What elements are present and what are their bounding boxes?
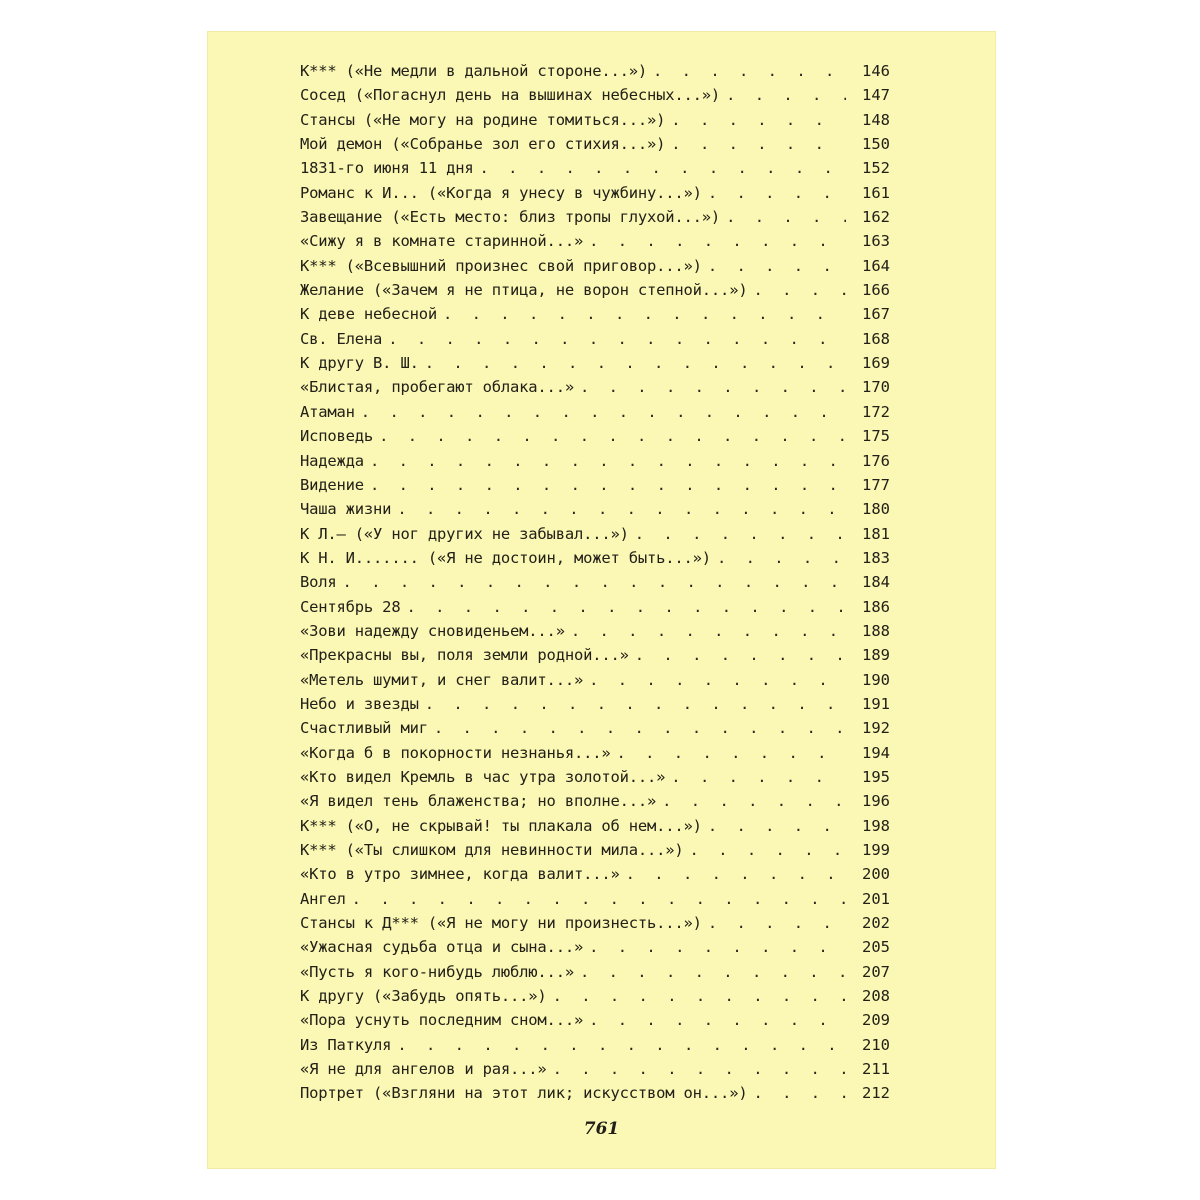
toc-entry-title: Портрет («Взгляни на этот лик; искусством он...») — [300, 1084, 748, 1103]
toc-entry-page: 168 — [862, 329, 890, 348]
toc-entry-title: Завещание («Есть место: близ тропы глухой...») — [300, 208, 721, 227]
toc-entry — [300, 984, 890, 1008]
table-of-contents — [300, 59, 890, 1106]
toc-entry — [300, 668, 890, 692]
toc-entry-page: 191 — [862, 694, 890, 713]
toc-entry-title: К*** («Не медли в дальной стороне...») — [300, 62, 648, 80]
dot-leader — [382, 327, 846, 351]
toc-entry-title: Видение — [300, 475, 364, 494]
toc-entry — [300, 692, 890, 716]
toc-entry-title: «Прекрасны вы, поля земли родной...» — [300, 646, 629, 665]
toc-entry-page: 164 — [862, 256, 890, 275]
toc-entry — [300, 497, 890, 521]
dot-leader — [474, 156, 846, 180]
toc-entry-page: 186 — [862, 597, 890, 616]
dot-leader — [437, 302, 846, 326]
toc-entry-title: Сосед («Погаснул день на вышинах небесных...») — [300, 86, 721, 105]
toc-entry-title: «Зови надежду сновиденьем...» — [300, 621, 565, 640]
toc-entry-title: Ангел — [300, 889, 346, 908]
dot-leader — [656, 789, 846, 813]
toc-entry-title: 1831-го июня 11 дня — [300, 159, 474, 178]
toc-entry-page: 163 — [862, 232, 890, 251]
toc-entry-title: Желание («Зачем я не птица, не ворон степной...») — [300, 281, 748, 300]
toc-entry-page: 194 — [862, 743, 890, 762]
dot-leader — [400, 595, 846, 619]
toc-entry — [300, 522, 890, 546]
dot-leader — [720, 205, 846, 229]
toc-entry-title: «Метель шумит, и снег валит...» — [300, 670, 584, 689]
toc-entry — [300, 327, 890, 351]
toc-entry-title: К Л.— («У ног других не забывал...») — [300, 524, 629, 543]
toc-entry-title: Надежда — [300, 451, 364, 470]
toc-entry — [300, 643, 890, 667]
toc-entry — [300, 83, 890, 107]
dot-leader — [583, 229, 846, 253]
toc-entry — [300, 278, 890, 302]
toc-entry-page: 211 — [862, 1060, 890, 1079]
toc-entry-title: К деве небесной — [300, 305, 437, 324]
dot-leader — [583, 1008, 846, 1032]
toc-entry — [300, 935, 890, 959]
toc-entry-page: 189 — [862, 646, 890, 665]
toc-entry-page: 170 — [862, 378, 890, 397]
toc-entry-page: 195 — [862, 767, 890, 786]
toc-entry-title: Небо и звезды — [300, 694, 419, 713]
toc-entry-title: «Пусть я кого-нибудь люблю...» — [300, 962, 574, 981]
toc-entry-page: 172 — [862, 402, 890, 421]
toc-entry-title: Атаман — [300, 402, 355, 421]
toc-entry — [300, 229, 890, 253]
dot-leader — [583, 668, 846, 692]
toc-entry-page: 146 — [862, 62, 890, 80]
dot-leader — [702, 814, 846, 838]
toc-entry-page: 148 — [862, 110, 890, 129]
toc-entry-page: 198 — [862, 816, 890, 835]
dot-leader — [665, 765, 846, 789]
toc-entry-title: «Пора уснуть последним сном...» — [300, 1011, 584, 1030]
dot-leader — [629, 522, 846, 546]
dot-leader — [583, 935, 846, 959]
toc-entry — [300, 814, 890, 838]
dot-leader — [428, 716, 846, 740]
dot-leader — [610, 741, 846, 765]
dot-leader — [747, 278, 846, 302]
toc-entry — [300, 911, 890, 935]
dot-leader — [574, 375, 846, 399]
dot-leader — [373, 424, 846, 448]
toc-entry — [300, 302, 890, 326]
toc-entry-page: 167 — [862, 305, 890, 324]
toc-entry — [300, 181, 890, 205]
toc-entry — [300, 862, 890, 886]
toc-entry — [300, 156, 890, 180]
toc-entry-title: «Сижу я в комнате старинной...» — [300, 232, 584, 251]
toc-entry-page: 183 — [862, 548, 890, 567]
toc-entry-page: 207 — [862, 962, 890, 981]
toc-entry-title: Воля — [300, 573, 337, 592]
dot-leader — [629, 643, 846, 667]
toc-entry — [300, 546, 890, 570]
toc-entry-page: 188 — [862, 621, 890, 640]
toc-entry — [300, 570, 890, 594]
dot-leader — [702, 911, 846, 935]
book-page — [207, 31, 996, 1169]
dot-leader — [364, 473, 846, 497]
dot-leader — [620, 862, 846, 886]
dot-leader — [391, 497, 846, 521]
toc-entry — [300, 254, 890, 278]
toc-entry-title: Из Паткуля — [300, 1035, 392, 1054]
toc-entry-page: 209 — [862, 1011, 890, 1030]
toc-entry-page: 175 — [862, 427, 890, 446]
toc-entry-title: «Кто видел Кремль в час утра золотой...» — [300, 767, 666, 786]
toc-entry-page: 181 — [862, 524, 890, 543]
toc-entry-page: 177 — [862, 475, 890, 494]
dot-leader — [720, 83, 846, 107]
toc-entry-title: К Н. И....... («Я не достоин, может быть...») — [300, 548, 711, 567]
toc-entry-page: 201 — [862, 889, 890, 908]
toc-entry-page: 202 — [862, 914, 890, 933]
dot-leader — [391, 1033, 846, 1057]
toc-entry-page: 147 — [862, 86, 890, 105]
toc-entry-title: К*** («Ты слишком для невинности мила...») — [300, 841, 684, 859]
toc-entry — [300, 1057, 890, 1081]
dot-leader — [647, 59, 846, 83]
dot-leader — [355, 400, 846, 424]
dot-leader — [547, 984, 846, 1008]
toc-entry-title: Мой демон («Собранье зол его стихия...») — [300, 135, 666, 154]
toc-entry — [300, 741, 890, 765]
toc-entry — [300, 449, 890, 473]
toc-entry-page: 166 — [862, 281, 890, 300]
toc-entry-page: 150 — [862, 135, 890, 154]
toc-entry-page: 190 — [862, 670, 890, 689]
toc-entry — [300, 205, 890, 229]
dot-leader — [665, 108, 846, 132]
toc-entry-title: Чаша жизни — [300, 500, 392, 519]
toc-entry-page: 212 — [862, 1084, 890, 1103]
dot-leader — [565, 619, 846, 643]
toc-entry — [300, 1033, 890, 1057]
toc-entry — [300, 789, 890, 813]
toc-entry-title: «Ужасная судьба отца и сына...» — [300, 938, 584, 957]
toc-entry-page: 200 — [862, 865, 890, 884]
toc-entry — [300, 59, 890, 83]
toc-entry-page: 184 — [862, 573, 890, 592]
toc-entry — [300, 400, 890, 424]
dot-leader — [337, 570, 846, 594]
toc-entry-page: 196 — [862, 792, 890, 811]
toc-entry-title: Исповедь — [300, 427, 374, 446]
toc-entry-page: 176 — [862, 451, 890, 470]
dot-leader — [346, 887, 846, 911]
toc-entry-title: Счастливый миг — [300, 719, 428, 738]
toc-entry — [300, 838, 890, 862]
toc-entry-title: Стансы к Д*** («Я не могу ни произнесть...») — [300, 914, 702, 933]
toc-entry — [300, 716, 890, 740]
toc-entry-page: 169 — [862, 354, 890, 373]
toc-entry — [300, 1081, 890, 1105]
toc-entry — [300, 424, 890, 448]
toc-entry-page: 192 — [862, 719, 890, 738]
dot-leader — [702, 254, 846, 278]
toc-entry-title: К*** («Всевышний произнес свой приговор...») — [300, 256, 702, 275]
toc-entry — [300, 765, 890, 789]
dot-leader — [665, 132, 846, 156]
dot-leader — [364, 449, 846, 473]
dot-leader — [419, 351, 846, 375]
toc-entry — [300, 960, 890, 984]
toc-entry — [300, 887, 890, 911]
toc-entry-page: 180 — [862, 500, 890, 519]
toc-entry-page: 162 — [862, 208, 890, 227]
dot-leader — [574, 960, 846, 984]
page-number-footer: 761 — [583, 1119, 620, 1139]
dot-leader — [419, 692, 846, 716]
toc-entry — [300, 375, 890, 399]
toc-entry-title: «Блистая, пробегают облака...» — [300, 378, 574, 397]
toc-entry — [300, 595, 890, 619]
toc-entry-page: 152 — [862, 159, 890, 178]
toc-entry-title: К другу В. Ш. — [300, 354, 419, 373]
toc-entry-page: 210 — [862, 1035, 890, 1054]
toc-entry-page: 199 — [862, 841, 890, 859]
toc-entry — [300, 1008, 890, 1032]
toc-entry-title: «Я не для ангелов и рая...» — [300, 1060, 547, 1079]
toc-entry-title: Св. Елена — [300, 329, 383, 348]
toc-entry — [300, 619, 890, 643]
dot-leader — [711, 546, 846, 570]
toc-entry-title: «Кто в утро зимнее, когда валит...» — [300, 865, 620, 884]
toc-entry — [300, 108, 890, 132]
toc-entry — [300, 473, 890, 497]
toc-entry-title: Стансы («Не могу на родине томиться...») — [300, 110, 666, 129]
toc-entry-page: 208 — [862, 987, 890, 1006]
toc-entry-title: Сентябрь 28 — [300, 597, 401, 616]
toc-entry — [300, 132, 890, 156]
toc-entry-title: «Когда б в покорности незнанья...» — [300, 743, 611, 762]
dot-leader — [547, 1057, 846, 1081]
toc-entry-page: 161 — [862, 183, 890, 202]
toc-entry-title: «Я видел тень блаженства; но вполне...» — [300, 792, 657, 811]
dot-leader — [747, 1081, 846, 1105]
toc-entry-title: К*** («О, не скрывай! ты плакала об нем...») — [300, 816, 702, 835]
toc-entry-page: 205 — [862, 938, 890, 957]
dot-leader — [702, 181, 846, 205]
toc-entry — [300, 351, 890, 375]
dot-leader — [684, 838, 846, 862]
toc-entry-title: К другу («Забудь опять...») — [300, 987, 547, 1006]
toc-entry-title: Романс к И... («Когда я унесу в чужбину...») — [300, 183, 702, 202]
